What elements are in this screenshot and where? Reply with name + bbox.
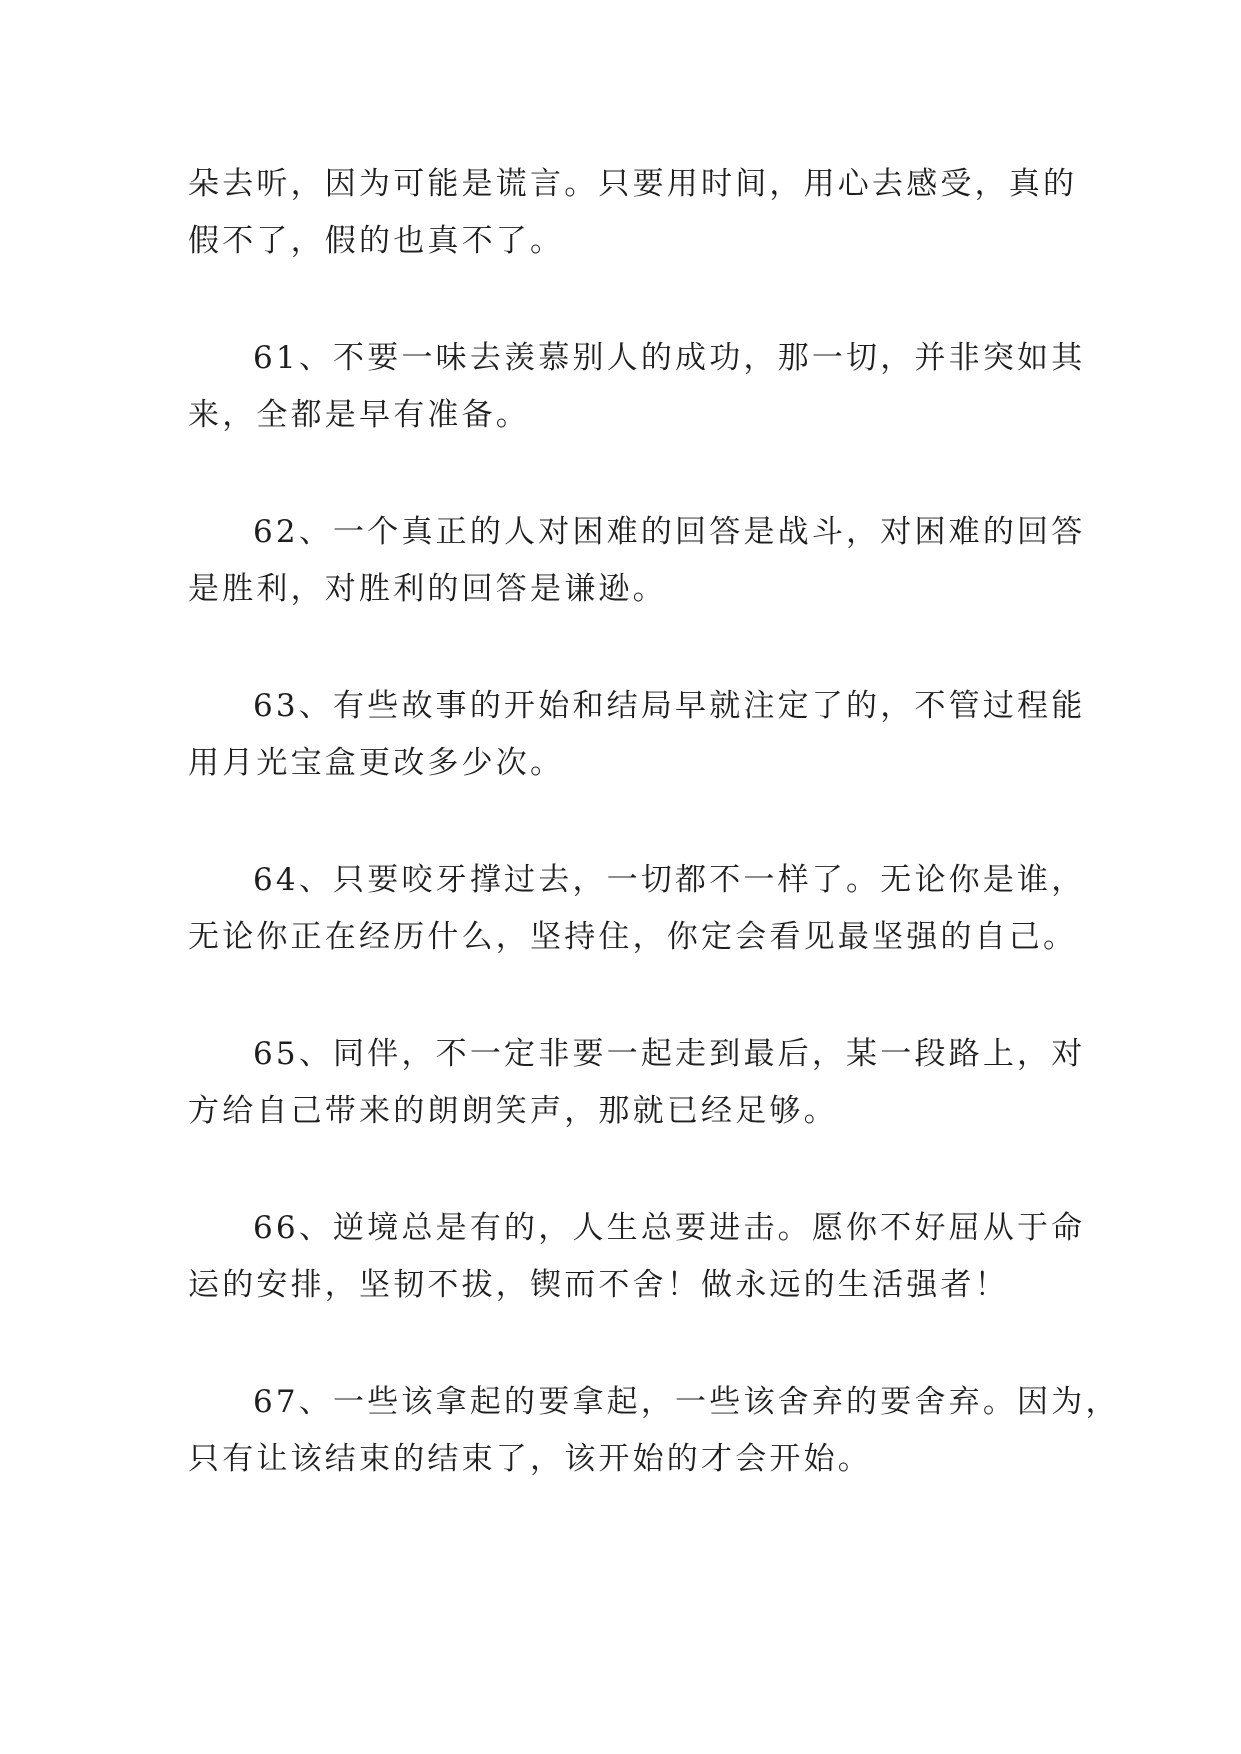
paragraph-62 xyxy=(188,504,1086,618)
paragraph-line: 66、逆境总是有的，人生总要进击。愿你不好屈从于命 xyxy=(253,1210,1086,1246)
paragraph-line: 用月光宝盒更改多少次。 xyxy=(188,745,565,781)
paragraph-66 xyxy=(188,1200,1086,1314)
paragraph-line: 63、有些故事的开始和结局早就注定了的，不管过程能 xyxy=(253,688,1086,724)
paragraph-line: 来，全都是早有准备。 xyxy=(188,397,530,433)
paragraph-line: 65、同伴，不一定非要一起走到最后，某一段路上，对 xyxy=(253,1036,1086,1072)
paragraph-67 xyxy=(188,1374,1120,1488)
paragraph-65 xyxy=(188,1026,1086,1140)
paragraph-line: 64、只要咬牙撑过去，一切都不一样了。无论你是谁， xyxy=(253,862,1086,898)
continuation-paragraph xyxy=(188,156,1078,270)
paragraph-line: 只有让该结束的结束了，该开始的才会开始。 xyxy=(188,1441,872,1477)
paragraph-63 xyxy=(188,678,1086,792)
paragraph-line: 无论你正在经历什么，坚持住，你定会看见最坚强的自己。 xyxy=(188,919,1078,955)
paragraph-line: 67、一些该拿起的要拿起，一些该舍弃的要舍弃。因为， xyxy=(253,1384,1120,1420)
paragraph-61 xyxy=(188,330,1086,444)
paragraph-64 xyxy=(188,852,1086,966)
paragraph-line: 62、一个真正的人对困难的回答是战斗，对困难的回答 xyxy=(253,514,1086,550)
paragraph-line: 运的安排，坚韧不拔，锲而不舍！做永远的生活强者！ xyxy=(188,1267,1009,1303)
paragraph-line: 朵去听，因为可能是谎言。只要用时间，用心去感受，真的 xyxy=(188,166,1078,202)
paragraph-line: 假不了，假的也真不了。 xyxy=(188,223,565,259)
paragraph-line: 是胜利，对胜利的回答是谦逊。 xyxy=(188,571,667,607)
paragraph-line: 方给自己带来的朗朗笑声，那就已经足够。 xyxy=(188,1093,838,1129)
paragraph-line: 61、不要一味去羡慕别人的成功，那一切，并非突如其 xyxy=(253,340,1086,376)
